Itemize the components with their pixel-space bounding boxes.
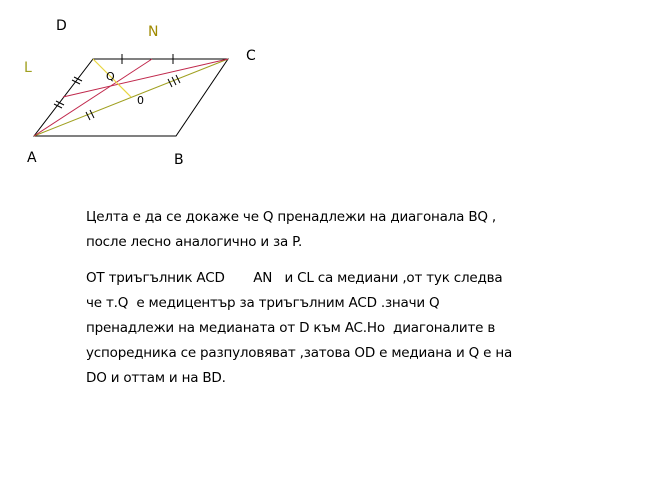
label-d: D [56,18,67,34]
label-o: 0 [137,94,144,107]
label-c: C [246,48,256,64]
label-b: B [174,152,184,168]
paragraph2-line5: DO и оттам и на BD. [86,370,226,386]
paragraph2-line2: че т.Q е медицентър за триъгълним ACD .значи Q [86,295,440,311]
tick-ad-upper-2 [74,77,82,81]
paragraph2-line3: пренадлежи на медианата от D към AC.Но диагоналите в [86,320,496,336]
paragraph1-line1: Целта е да се докаже че Q пренадлежи на диагонала BQ , [86,209,497,225]
segment-a-n [34,59,152,136]
paragraph2-line1: ОТ триъгълник ACD AN и CL са медиани ,от тук следва [86,270,503,286]
paragraph2-line4: успоредника се разпуловяват ,затова OD е медиана и Q е на [86,345,513,361]
proof-text [86,205,606,391]
tick-ac-lower [86,112,90,120]
parallelogram-figure [0,0,655,200]
label-q: Q [106,70,115,83]
label-a: A [27,150,37,166]
label-l: L [24,60,32,76]
paragraph1-line2: после лесно аналогично и за P. [86,234,303,250]
label-n: N [148,24,159,40]
